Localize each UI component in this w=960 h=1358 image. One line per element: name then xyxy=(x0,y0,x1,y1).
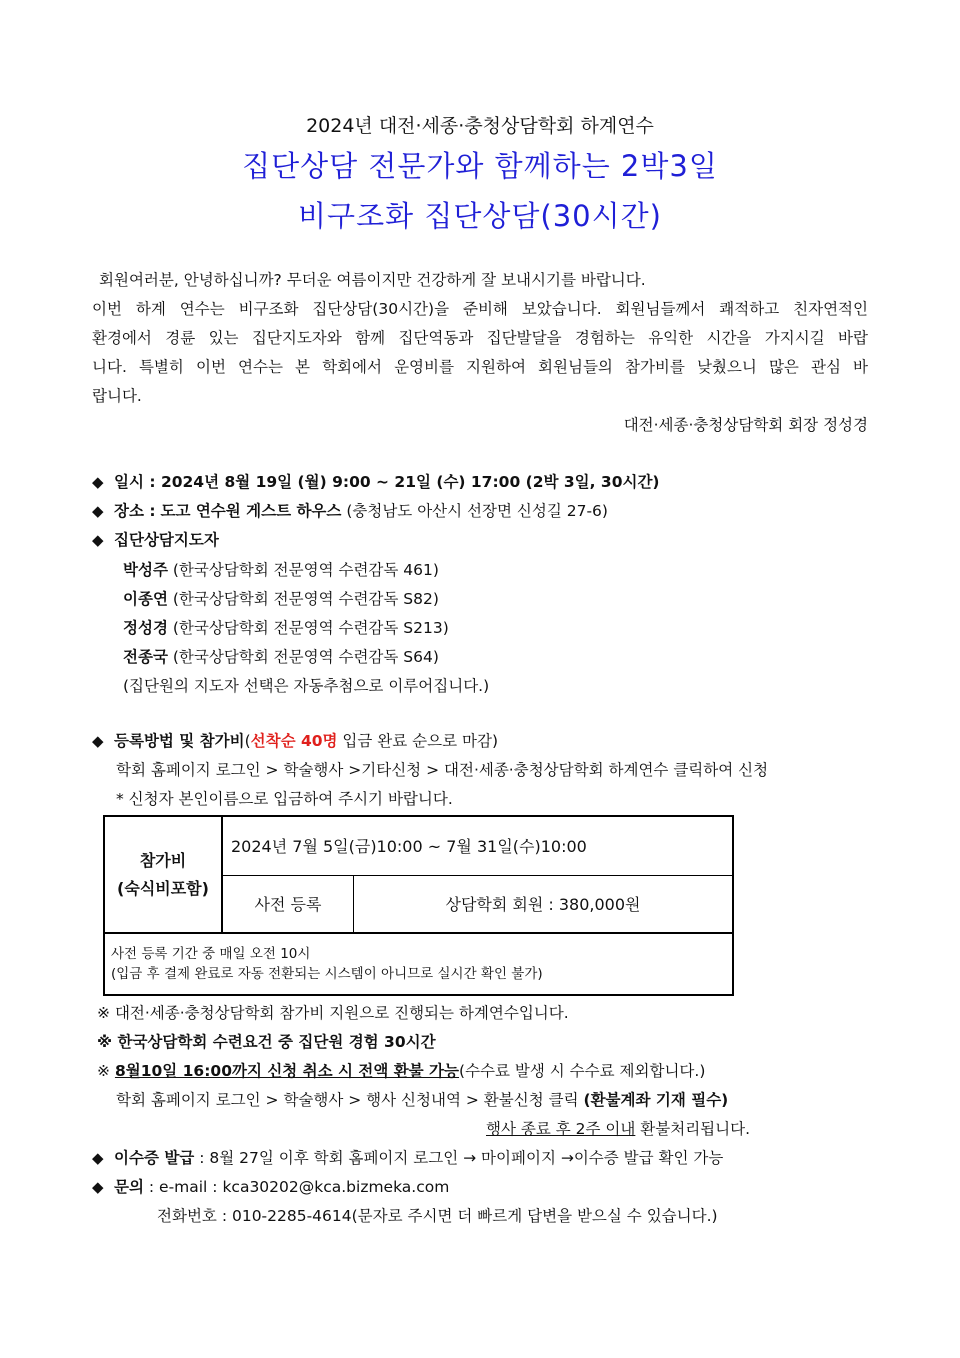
leader-item: 박성주 (한국상담학회 전문영역 수련감독 461) xyxy=(123,561,439,579)
registration-heading: ◆ 등록방법 및 참가비(선착순 40명 입금 완료 순으로 마감) xyxy=(92,732,499,750)
leader-item: 전종국 (한국상담학회 전문영역 수련감독 S64) xyxy=(123,648,439,666)
bullet-diamond-icon: ◆ xyxy=(92,732,104,750)
fee-table xyxy=(103,815,734,996)
bullet-diamond-icon: ◆ xyxy=(92,473,104,491)
title-line-2: 비구조화 집단상담(30시간) xyxy=(298,199,662,233)
registration-path: 학회 홈페이지 로그인 > 학술행사 >기타신청 > 대전·세종·충청상담학회 하계연수 클릭하여 신청 xyxy=(116,761,769,779)
leaders-heading xyxy=(92,528,219,550)
refund-time: 행사 종료 후 2주 이내 환불처리됩니다. xyxy=(486,1120,751,1138)
leader-item: 정성경 (한국상담학회 전문영역 수련감독 S213) xyxy=(123,619,449,637)
fee-note: 사전 등록 기간 중 매일 오전 10시 (입금 후 결제 완료로 자동 전환되는 시스템이 아니므로 실시간 확인 불가) xyxy=(104,933,733,995)
leader-note: (집단원의 지도자 선택은 자동추첨으로 이루어집니다.) xyxy=(123,677,490,695)
bullet-diamond-icon: ◆ xyxy=(92,502,104,520)
leaders-label: 집단상담지도자 xyxy=(114,531,219,549)
notice-2: ※ 한국상담학회 수련요건 중 집단원 경험 30시간 xyxy=(97,1033,436,1051)
intro-line-3: 환경에서 경륜 있는 집단지도자와 함께 집단역동과 집단발달을 경험하는 유익한 시간을 가지시길 바랍 xyxy=(92,329,868,347)
schedule-row xyxy=(92,470,660,492)
intro-line-4: 니다. 특별히 이번 연수는 본 학회에서 운영비를 지원하여 회원님들의 참가비를 낮췄으니 많은 관심 바 xyxy=(92,358,868,376)
fee-table-header: 참가비 (숙식비포함) xyxy=(104,816,222,933)
fee-period: 2024년 7월 5일(금)10:00 ~ 7월 31일(수)10:00 xyxy=(222,816,733,875)
venue-label: 장소 : xyxy=(114,502,156,520)
intro-line-1: 회원여러분, 안녕하십니까? 무더운 여름이지만 건강하게 잘 보내시기를 바랍니다. xyxy=(99,271,646,289)
contact-row xyxy=(92,1175,449,1197)
certificate-label: 이수증 발급 xyxy=(114,1149,195,1167)
refund-deadline: 8월10일 16:00까지 신청 취소 시 전액 환불 가능 xyxy=(114,1062,460,1080)
registration-label: 등록방법 및 참가비 xyxy=(114,732,245,750)
certificate-value: : 8월 27일 이후 학회 홈페이지 로그인 → 마이페이지 →이수증 발급 확인 가능 xyxy=(194,1149,724,1167)
contact-label: 문의 xyxy=(114,1178,144,1196)
bullet-diamond-icon: ◆ xyxy=(92,1149,104,1167)
event-subtitle: 2024년 대전·세종·충청상담학회 하계연수 xyxy=(306,115,654,137)
notice-1: ※ 대전·세종·충청상담학회 참가비 지원으로 진행되는 하계연수입니다. xyxy=(97,1004,569,1022)
notice-3: ※ 8월10일 16:00까지 신청 취소 시 전액 환불 가능(수수료 발생 시 수수료 제외합니다.) xyxy=(97,1062,706,1080)
intro-line-5: 랍니다. xyxy=(92,387,142,405)
venue-name: 도고 연수원 게스트 하우스 xyxy=(160,502,342,520)
signature: 대전·세종·충청상담학회 회장 정성경 xyxy=(623,416,868,434)
contact-email: : e-mail : kca30202@kca.bizmeka.com xyxy=(143,1178,450,1196)
certificate-row xyxy=(92,1146,723,1168)
fee-member-price: 상담학회 회원 : 380,000원 xyxy=(354,875,734,933)
refund-path: 학회 홈페이지 로그인 > 학술행사 > 행사 신청내역 > 환불신청 클릭 (환불계좌 기재 필수) xyxy=(116,1091,729,1109)
venue-address: (충청남도 아산시 선장면 신성길 27-6) xyxy=(346,502,608,520)
schedule-label: 일시 : xyxy=(114,473,156,491)
contact-phone: 전화번호 : 010-2285-4614(문자로 주시면 더 빠르게 답변을 받으실 수 있습니다.) xyxy=(157,1207,718,1225)
schedule-value: 2024년 8월 19일 (월) 9:00 ~ 21일 (수) 17:00 (2박 3일, 30시간) xyxy=(160,473,660,491)
title-line-1: 집단상담 전문가와 함께하는 2박3일 xyxy=(242,149,718,183)
leader-item: 이종연 (한국상담학회 전문영역 수련감독 S82) xyxy=(123,590,439,608)
fee-pre-registration: 사전 등록 xyxy=(222,875,354,933)
venue-row xyxy=(92,499,608,521)
registration-limit: 선착순 40명 xyxy=(250,732,338,750)
bullet-diamond-icon: ◆ xyxy=(92,531,104,549)
bullet-diamond-icon: ◆ xyxy=(92,1178,104,1196)
registration-note: * 신청자 본인이름으로 입금하여 주시기 바랍니다. xyxy=(116,790,453,808)
intro-line-2: 이번 하계 연수는 비구조화 집단상담(30시간)을 준비해 보았습니다. 회원님들께서 쾌적하고 친자연적인 xyxy=(92,300,868,318)
